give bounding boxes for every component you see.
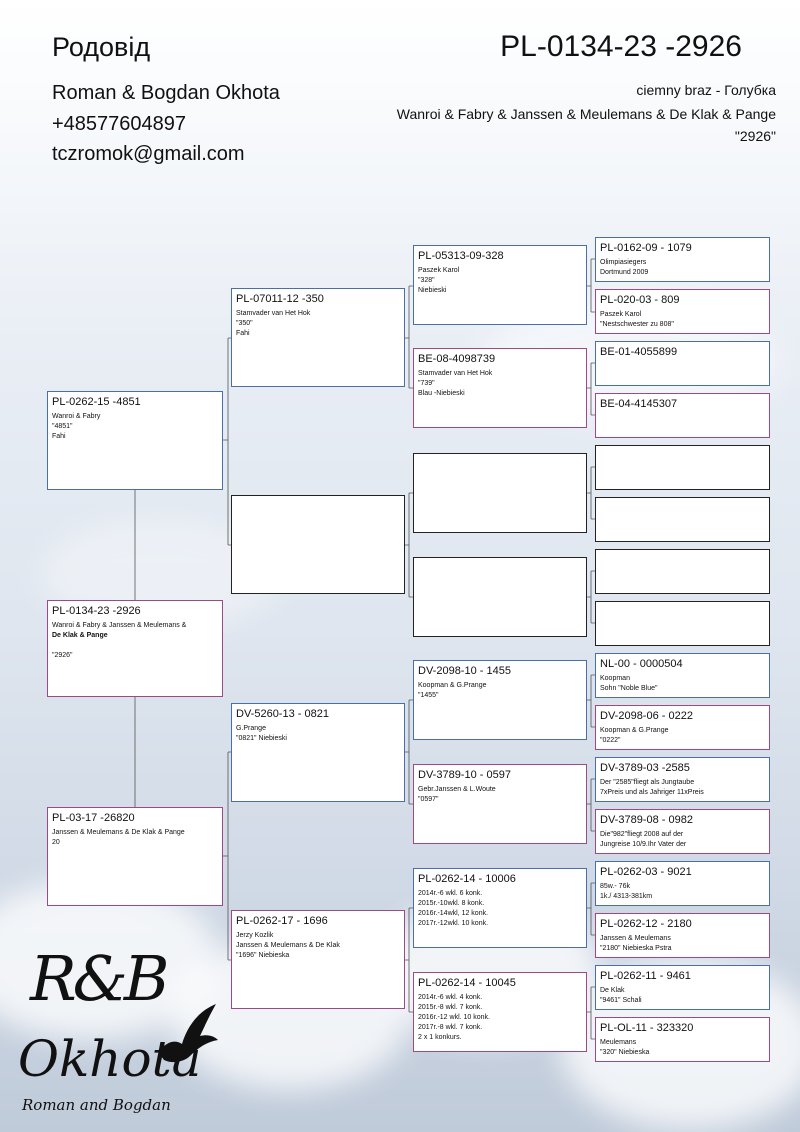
gggp-line: 85w.- 76k bbox=[600, 883, 630, 890]
gg-grandparent-card[interactable] bbox=[595, 809, 770, 854]
great-grandparent-card[interactable] bbox=[413, 245, 587, 325]
gggp-line: "2180" Niebieska Pstra bbox=[600, 945, 672, 952]
ggp-line: 2014r.-6 wkl. 6 konk. bbox=[418, 890, 483, 897]
great-grandparent-card[interactable] bbox=[413, 660, 587, 740]
bird-name: "2926" bbox=[734, 128, 776, 144]
gggp-line: Sohn "Noble Blue" bbox=[600, 685, 658, 692]
grandparent-line: G.Prange bbox=[236, 725, 266, 732]
gg-grandparent-card[interactable] bbox=[595, 601, 770, 646]
sire-line: "4851" bbox=[52, 423, 73, 430]
gg-grandparent-card[interactable] bbox=[595, 445, 770, 490]
logo-monogram: R&B bbox=[30, 942, 166, 1015]
gggp-ring: PL-0262-11 - 9461 bbox=[600, 970, 691, 982]
gg-grandparent-card[interactable] bbox=[595, 653, 770, 698]
grandparent-line: "350" bbox=[236, 320, 253, 327]
ggp-line: Stamvader van Het Hok bbox=[418, 370, 493, 377]
sire-card[interactable] bbox=[47, 391, 223, 490]
ggp-ring: PL-05313-09-328 bbox=[418, 250, 504, 262]
ggp-ring: BE-08-4098739 bbox=[418, 353, 496, 365]
grandparent-line: "1696" Niebieska bbox=[236, 952, 290, 959]
gggp-ring: PL-0262-12 - 2180 bbox=[600, 918, 692, 930]
dam-line: 20 bbox=[52, 839, 60, 846]
great-grandparent-card[interactable] bbox=[413, 557, 587, 637]
gg-grandparent-card[interactable] bbox=[595, 289, 770, 334]
gggp-line: "9461" Schali bbox=[600, 997, 642, 1004]
gggp-line: Koopman bbox=[600, 675, 630, 682]
logo-subtitle: Roman and Bogdan bbox=[22, 1096, 171, 1114]
gg-grandparent-card[interactable] bbox=[595, 1017, 770, 1062]
bird-ring-number: PL-0134-23 -2926 bbox=[500, 30, 742, 63]
grandparent-line: Stamvader van Het Hok bbox=[236, 310, 311, 317]
gggp-line: Olimpiasiegers bbox=[600, 259, 647, 266]
great-grandparent-card[interactable] bbox=[413, 868, 587, 948]
gg-grandparent-card[interactable] bbox=[595, 497, 770, 542]
ggp-line: "739" bbox=[418, 380, 435, 387]
gggp-ring: NL-00 - 0000504 bbox=[600, 658, 683, 670]
gggp-line: "Nestschwester zu 808" bbox=[600, 321, 674, 328]
ggp-line: 2016r.-12 wkl. 10 konk. bbox=[418, 1014, 490, 1021]
gggp-ring: PL-OL-11 - 323320 bbox=[600, 1022, 694, 1034]
granddam-sire-card[interactable] bbox=[231, 495, 405, 594]
ggp-ring: PL-0262-14 - 10045 bbox=[418, 977, 516, 989]
gggp-line: Jungreise 10/9.Ihr Vater der bbox=[600, 841, 687, 848]
ggp-line: Gebr.Janssen & L.Woute bbox=[418, 786, 496, 793]
gggp-line: "320" Niebieska bbox=[600, 1049, 650, 1056]
bird-color-sex: ciemny braz - Голубка bbox=[636, 82, 776, 98]
gggp-line: Der "2585"fliegt als Jungtaube bbox=[600, 779, 695, 786]
ggp-line: Blau -Niebieski bbox=[418, 390, 465, 397]
dam-line: Janssen & Meulemans & De Klak & Pange bbox=[52, 829, 185, 836]
grandparent-line: Jerzy Kozlik bbox=[236, 932, 274, 939]
owner-phone: +48577604897 bbox=[52, 113, 187, 135]
grandparent-line: Fahi bbox=[236, 330, 250, 337]
gg-grandparent-card[interactable] bbox=[595, 913, 770, 958]
dam-card[interactable] bbox=[47, 807, 223, 906]
grandparent-ring: DV-5260-13 - 0821 bbox=[236, 708, 329, 720]
gg-grandparent-card[interactable] bbox=[595, 393, 770, 438]
gg-grandparent-card[interactable] bbox=[595, 757, 770, 802]
bird-lineage: Wanroi & Fabry & Janssen & Meulemans & De Klak & Pange bbox=[396, 106, 776, 122]
ggp-ring: PL-0262-14 - 10006 bbox=[418, 873, 516, 885]
gggp-line: 7xPreis und als Jahriger 11xPreis bbox=[600, 789, 704, 796]
subject-card[interactable] bbox=[47, 600, 223, 697]
grandparent-line: Janssen & Meulemans & De Klak bbox=[236, 942, 340, 949]
grandparent-ring: PL-0262-17 - 1696 bbox=[236, 915, 328, 927]
gggp-ring: BE-04-4145307 bbox=[600, 398, 678, 410]
ggp-line: 2015r.-10wkl. 8 konk. bbox=[418, 900, 485, 907]
gg-grandparent-card[interactable] bbox=[595, 965, 770, 1010]
sire-line: Fahi bbox=[52, 433, 66, 440]
gggp-ring: PL-0162-09 - 1079 bbox=[600, 242, 692, 254]
gggp-ring: DV-3789-03 -2585 bbox=[600, 762, 690, 774]
ggp-line: 2 x 1 konkurs. bbox=[418, 1034, 462, 1041]
gg-grandparent-card[interactable] bbox=[595, 861, 770, 906]
ggp-line: 2017r.-8 wkl. 7 konk. bbox=[418, 1024, 483, 1031]
gg-grandparent-card[interactable] bbox=[595, 549, 770, 594]
grandparent-ring: PL-07011-12 -350 bbox=[236, 293, 324, 305]
gggp-line: "0222" bbox=[600, 737, 621, 744]
owner-email: tczromok@gmail.com bbox=[52, 143, 245, 165]
ggp-line: 2014r.-6 wkl. 4 konk. bbox=[418, 994, 483, 1001]
ggp-ring: DV-2098-10 - 1455 bbox=[418, 665, 511, 677]
gg-grandparent-card[interactable] bbox=[595, 237, 770, 282]
subject-ring: PL-0134-23 -2926 bbox=[52, 605, 141, 617]
great-grandparent-card[interactable] bbox=[413, 764, 587, 844]
ggp-line: Koopman & G.Prange bbox=[418, 682, 487, 689]
grandsire-dam-card[interactable] bbox=[231, 703, 405, 802]
owner-name: Roman & Bogdan Okhota bbox=[52, 82, 280, 104]
dam-ring: PL-03-17 -26820 bbox=[52, 812, 135, 824]
ggp-line: "1455" bbox=[418, 692, 439, 699]
great-grandparent-card[interactable] bbox=[413, 453, 587, 533]
gggp-line: Dortmund 2009 bbox=[600, 269, 649, 276]
logo-name: Okhota bbox=[18, 1030, 202, 1088]
ggp-line: 2015r.-8 wkl. 7 konk. bbox=[418, 1004, 483, 1011]
gggp-ring: PL-020-03 - 809 bbox=[600, 294, 680, 306]
gggp-ring: BE-01-4055899 bbox=[600, 346, 678, 358]
subject-line: De Klak & Pange bbox=[52, 632, 108, 639]
gggp-line: 1k./ 4313-381km bbox=[600, 893, 653, 900]
gggp-line: De Klak bbox=[600, 987, 625, 994]
subject-line bbox=[52, 641, 218, 651]
subject-line: "2926" bbox=[52, 652, 73, 659]
gggp-line: Paszek Karol bbox=[600, 311, 642, 318]
great-grandparent-card[interactable] bbox=[413, 348, 587, 428]
gg-grandparent-card[interactable] bbox=[595, 341, 770, 386]
gggp-ring: DV-3789-08 - 0982 bbox=[600, 814, 693, 826]
sire-line: Wanroi & Fabry bbox=[52, 413, 101, 420]
ggp-line: 2017r.-12wkl. 10 konk. bbox=[418, 920, 489, 927]
ggp-line: 2016r.-14wkl, 12 konk. bbox=[418, 910, 489, 917]
gggp-line: Koopman & G.Prange bbox=[600, 727, 669, 734]
ggp-line: "328" bbox=[418, 277, 435, 284]
gggp-line: Janssen & Meulemans bbox=[600, 935, 671, 942]
sire-ring: PL-0262-15 -4851 bbox=[52, 396, 141, 408]
grandsire-sire-card[interactable] bbox=[231, 288, 405, 387]
grandparent-line: "0821" Niebieski bbox=[236, 735, 287, 742]
gg-grandparent-card[interactable] bbox=[595, 705, 770, 750]
gggp-line: Die"982"fliegt 2008 auf der bbox=[600, 831, 684, 838]
gggp-ring: DV-2098-06 - 0222 bbox=[600, 710, 693, 722]
ggp-line: Niebieski bbox=[418, 287, 447, 294]
gggp-line: Meulemans bbox=[600, 1039, 637, 1046]
great-grandparent-card[interactable] bbox=[413, 972, 587, 1052]
ggp-line: "0597" bbox=[418, 796, 439, 803]
subject-line: Wanroi & Fabry & Janssen & Meulemans & bbox=[52, 622, 187, 629]
granddam-dam-card[interactable] bbox=[231, 910, 405, 1009]
ggp-ring: DV-3789-10 - 0597 bbox=[418, 769, 511, 781]
page-title: Родовід bbox=[52, 32, 151, 62]
ggp-line: Paszek Karol bbox=[418, 267, 460, 274]
gggp-ring: PL-0262-03 - 9021 bbox=[600, 866, 692, 878]
